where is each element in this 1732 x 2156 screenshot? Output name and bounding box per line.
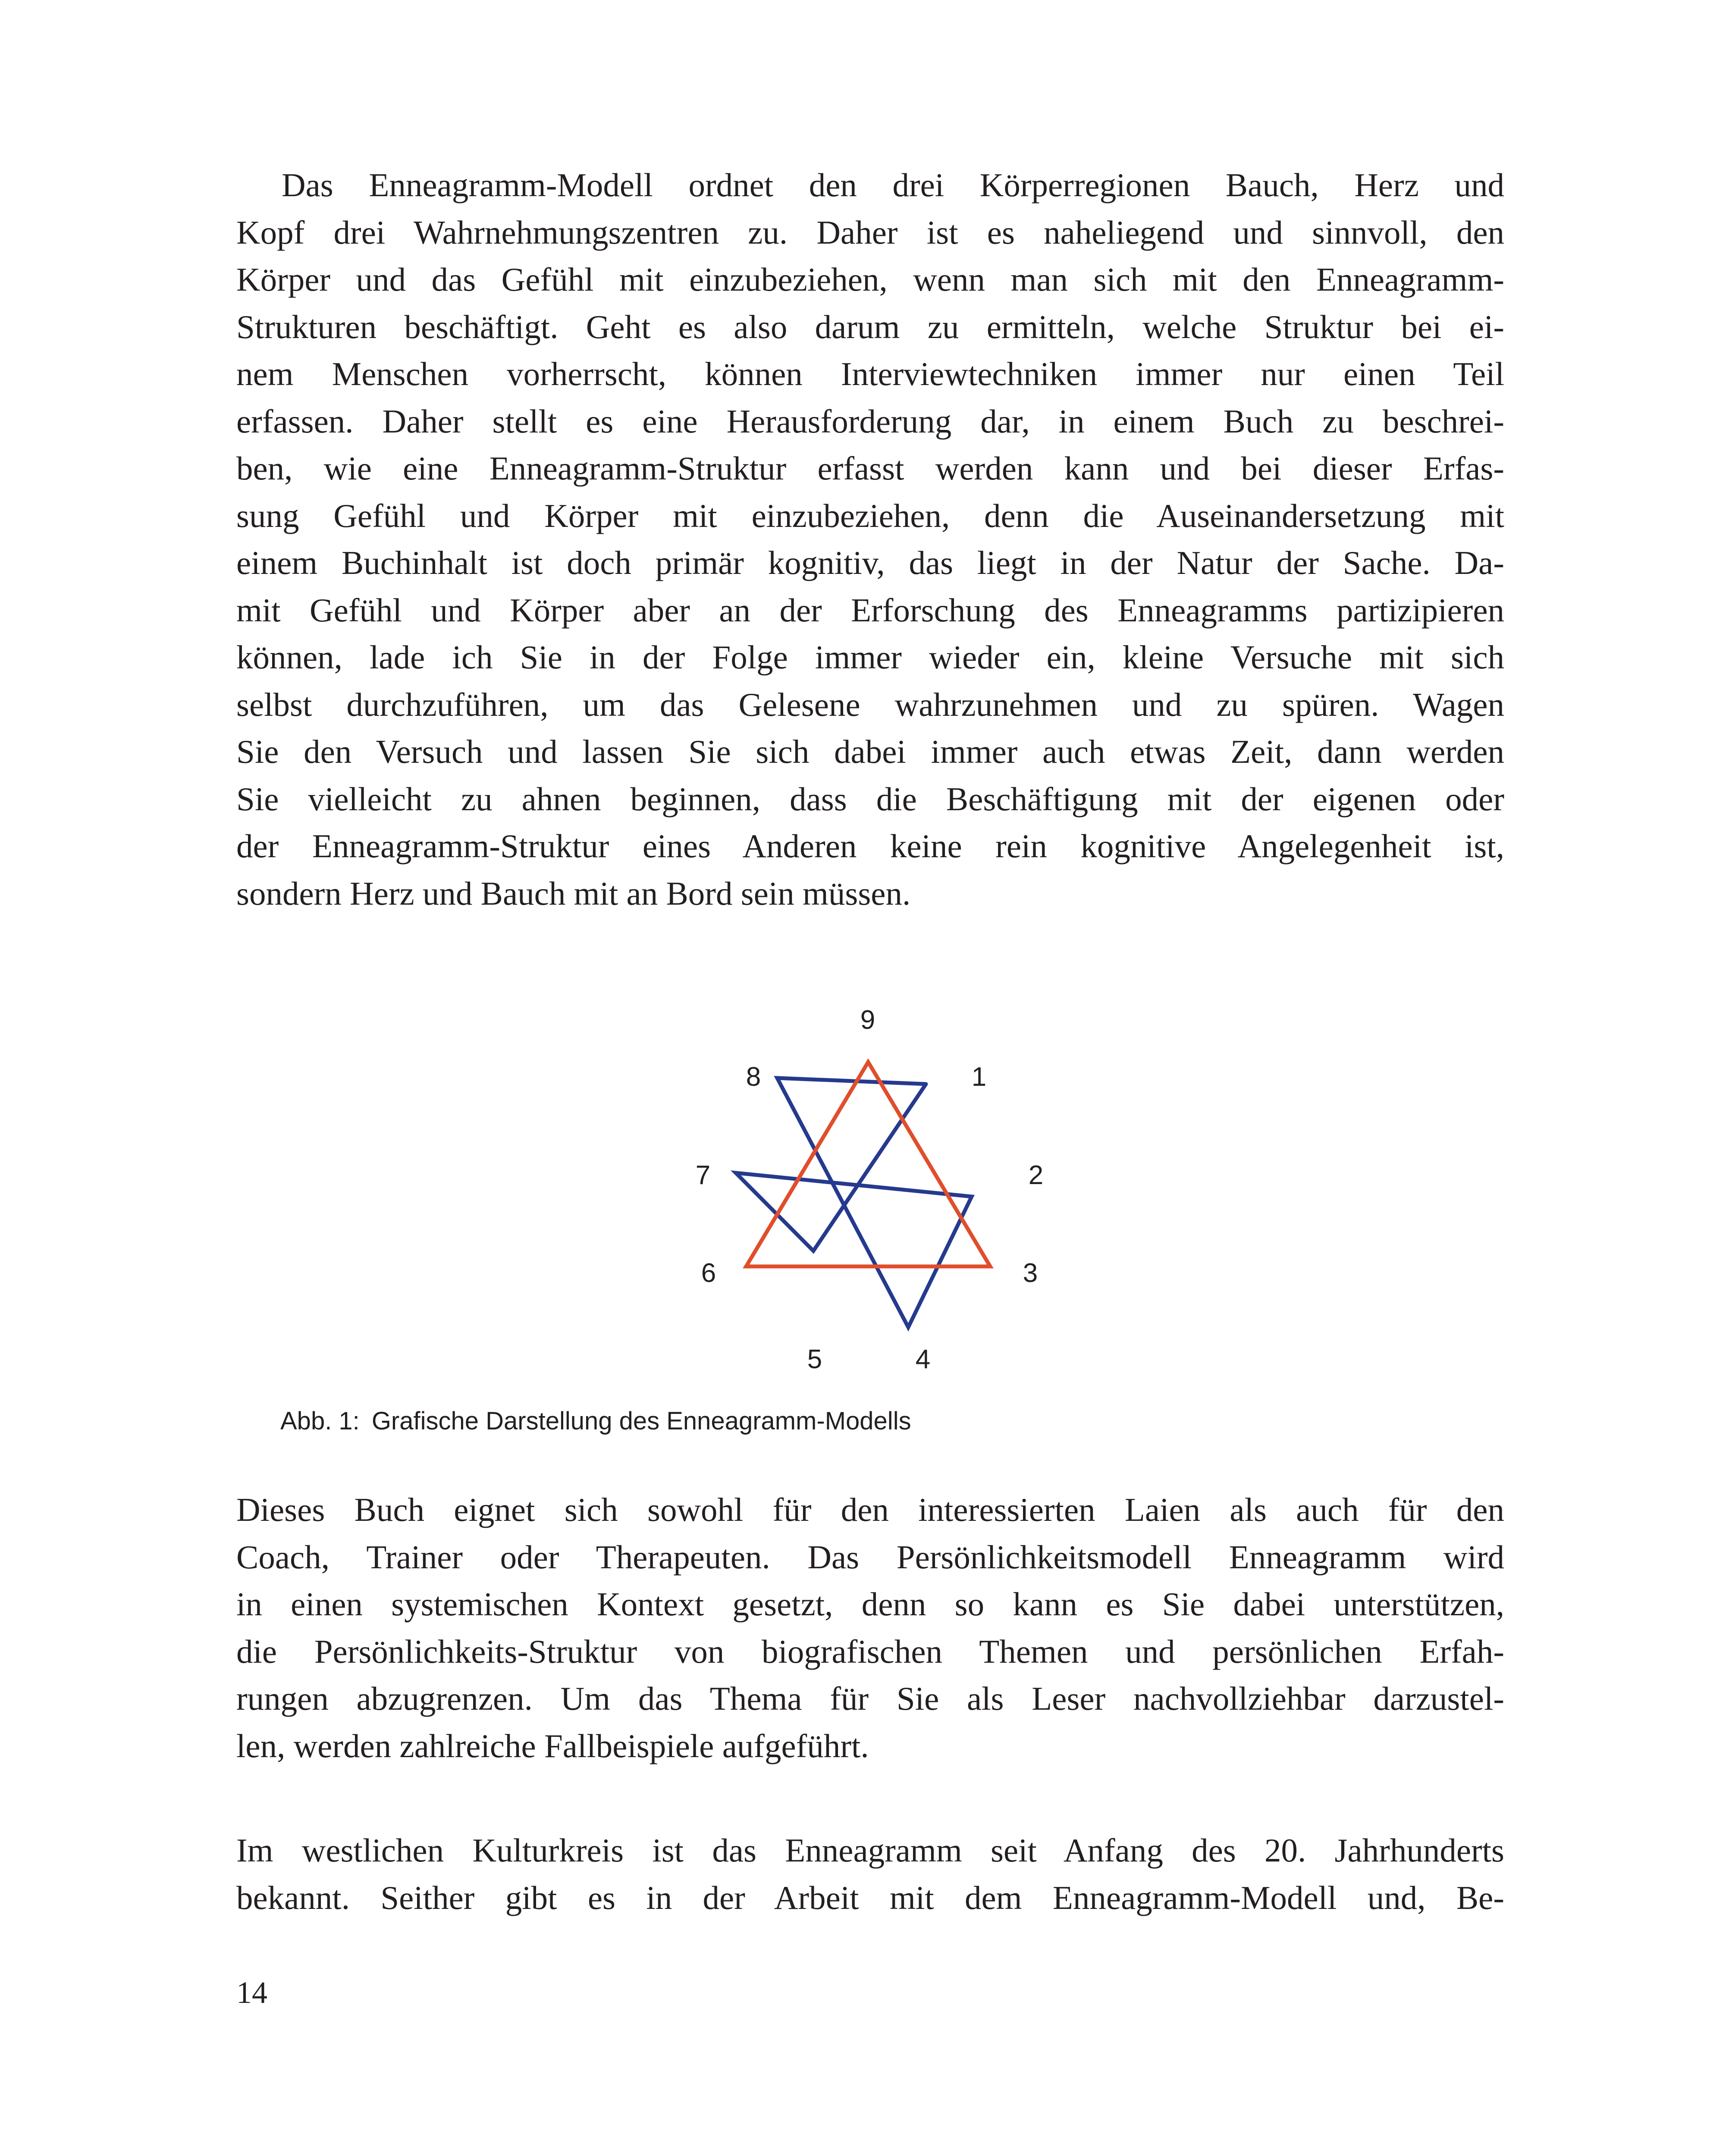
text-line: Sie den Versuch und lassen Sie sich dabei immer auch etwas Zeit, dann werden — [236, 733, 1504, 770]
text-line: in einen systemischen Kontext gesetzt, denn so kann es Sie dabei unterstützen, — [236, 1586, 1504, 1623]
point-label-9: 9 — [860, 1005, 875, 1035]
text-line: Körper und das Gefühl mit einzubeziehen, wenn man sich mit den Enneagramm- — [236, 261, 1504, 298]
text-line: sung Gefühl und Körper mit einzubeziehen, denn die Auseinandersetzung mit — [236, 497, 1504, 534]
point-label-5: 5 — [807, 1344, 822, 1374]
text-line: Coach, Trainer oder Therapeuten. Das Persönlichkeitsmodell Enneagramm wird — [236, 1538, 1504, 1576]
paragraph-history — [236, 1827, 1504, 1921]
text-line: bekannt. Seither gibt es in der Arbeit mit dem Enneagramm-Modell und, Be- — [236, 1879, 1504, 1916]
point-label-1: 1 — [971, 1062, 987, 1092]
text-line: rungen abzugrenzen. Um das Thema für Sie als Leser nachvollziehbar darzustel- — [236, 1680, 1504, 1717]
point-label-7: 7 — [695, 1160, 711, 1190]
text-line: Strukturen beschäftigt. Geht es also darum zu ermitteln, welche Struktur bei ei- — [236, 308, 1504, 345]
paragraph-intro — [236, 162, 1504, 917]
text-line: Sie vielleicht zu ahnen beginnen, dass die Beschäftigung mit der eigenen oder — [236, 780, 1504, 818]
enneagram-hexad-line — [736, 1078, 972, 1327]
paragraph-audience — [236, 1486, 1504, 1770]
text-line: len, werden zahlreiche Fallbeispiele aufgeführt. — [236, 1727, 869, 1764]
point-label-8: 8 — [746, 1062, 761, 1092]
text-line: Kopf drei Wahrnehmungszentren zu. Daher ist es naheliegend und sinnvoll, den — [236, 213, 1504, 251]
text-line: sondern Herz und Bauch mit an Bord sein müssen. — [236, 874, 911, 912]
text-line: erfassen. Daher stellt es eine Herausforderung dar, in einem Buch zu beschrei- — [236, 402, 1504, 440]
text-line: die Persönlichkeits-Struktur von biografischen Themen und persönlichen Erfah- — [236, 1633, 1504, 1670]
point-label-3: 3 — [1023, 1258, 1038, 1288]
point-label-2: 2 — [1028, 1160, 1044, 1190]
text-line: Dieses Buch eignet sich sowohl für den interessierten Laien als auch für den — [236, 1491, 1504, 1528]
text-line: einem Buchinhalt ist doch primär kognitiv, das liegt in der Natur der Sache. Da- — [236, 544, 1504, 581]
text-line: Im westlichen Kulturkreis ist das Enneagramm seit Anfang des 20. Jahrhunderts — [236, 1832, 1504, 1869]
page-number: 14 — [236, 1975, 267, 2010]
caption-label: Abb. 1: — [280, 1407, 360, 1435]
enneagram-figure — [673, 1000, 1061, 1388]
text-line: mit Gefühl und Körper aber an der Erforschung des Enneagramms partizipieren — [236, 591, 1504, 629]
point-label-4: 4 — [915, 1344, 931, 1374]
point-label-6: 6 — [701, 1258, 716, 1288]
text-line: ben, wie eine Enneagramm-Struktur erfasst werden kann und bei dieser Erfas- — [236, 450, 1504, 487]
caption-text: Grafische Darstellung des Enneagramm-Modells — [371, 1407, 911, 1435]
figure-caption — [280, 1407, 911, 1435]
enneagram-diagram — [673, 1000, 1061, 1388]
text-line: Das Enneagramm-Modell ordnet den drei Körperregionen Bauch, Herz und — [282, 166, 1504, 204]
text-line: selbst durchzuführen, um das Gelesene wahrzunehmen und zu spüren. Wagen — [236, 686, 1504, 723]
text-line: nem Menschen vorherrscht, können Interviewtechniken immer nur einen Teil — [236, 355, 1504, 392]
text-line: der Enneagramm-Struktur eines Anderen keine rein kognitive Angelegenheit ist, — [236, 827, 1504, 865]
text-line: können, lade ich Sie in der Folge immer wieder ein, kleine Versuche mit sich — [236, 639, 1504, 676]
